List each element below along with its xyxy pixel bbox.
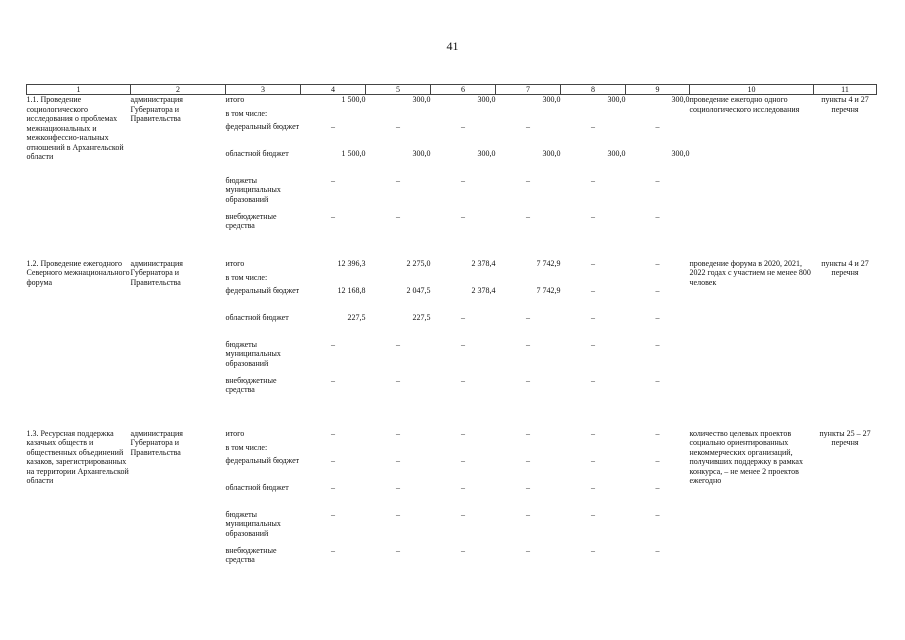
amount-cell: 7 742,9 — [536, 258, 561, 268]
amount-cell: 7 742,9 — [536, 285, 561, 295]
amount-cell: – — [655, 545, 660, 555]
amount-cell — [626, 273, 690, 286]
amount-cell: – — [526, 121, 530, 131]
funding-source: итого — [225, 95, 245, 104]
amount-cell — [431, 273, 496, 286]
column-header: 3 — [226, 85, 301, 95]
funding-source: областной бюджет — [225, 312, 289, 322]
funding-source: федеральный бюджет — [225, 285, 300, 295]
activity-name: 1.1. Проведение социологического исследования о проблемах межнациональных и межконфессио-нальных отношений в Архангельской области — [26, 95, 124, 161]
amount-cell — [561, 109, 626, 122]
amount-cell: – — [461, 375, 465, 385]
amount-cell: – — [655, 428, 660, 438]
expected-result: проведение форума в 2020, 2021, 2022 годах с участием не менее 800 человек — [689, 258, 811, 287]
column-header: 1 — [27, 85, 131, 95]
amount-cell: 227,5 — [412, 312, 431, 322]
funding-source: областной бюджет — [225, 148, 289, 158]
amount-cell: – — [461, 312, 465, 322]
executor: администрация Губернатора и Правительства — [130, 258, 183, 287]
amount-cell: – — [526, 175, 530, 185]
row-spacer — [27, 239, 877, 259]
expected-result: проведение ежегодно одного социологического исследования — [689, 95, 800, 114]
amount-cell: – — [396, 339, 400, 349]
amount-cell: – — [396, 175, 400, 185]
amount-cell: – — [331, 545, 335, 555]
amount-cell: – — [655, 312, 660, 322]
funding-source: в том числе: — [225, 108, 268, 118]
amount-cell: 2 378,4 — [471, 285, 496, 295]
amount-cell: – — [655, 285, 660, 295]
amount-cell: – — [591, 175, 595, 185]
amount-cell: – — [331, 175, 335, 185]
column-header: 9 — [626, 85, 690, 95]
executor: администрация Губернатора и Правительства — [130, 428, 183, 457]
reference: пункты 4 и 27 перечня — [821, 95, 869, 114]
funding-source: в том числе: — [225, 272, 268, 282]
funding-source: федеральный бюджет — [225, 121, 300, 131]
amount-cell: – — [526, 375, 530, 385]
amount-cell — [561, 273, 626, 286]
amount-cell: 300,0 — [542, 95, 561, 104]
amount-cell — [301, 273, 366, 286]
amount-cell — [496, 443, 561, 456]
column-header: 7 — [496, 85, 561, 95]
amount-cell: – — [331, 375, 335, 385]
amount-cell — [626, 443, 690, 456]
amount-cell: 300,0 — [607, 148, 626, 158]
amount-cell: 300,0 — [671, 148, 690, 158]
column-header: 6 — [431, 85, 496, 95]
funding-source: федеральный бюджет — [225, 455, 300, 465]
amount-cell: – — [331, 509, 335, 519]
table-row — [27, 95, 877, 109]
amount-cell: 227,5 — [347, 312, 366, 322]
column-header: 4 — [301, 85, 366, 95]
column-number-row — [27, 85, 877, 95]
amount-cell: – — [591, 482, 595, 492]
funding-source: бюджеты муниципальных образований — [225, 509, 281, 538]
amount-cell: – — [591, 285, 595, 295]
amount-cell: – — [331, 339, 335, 349]
amount-cell: – — [655, 175, 660, 185]
amount-cell: – — [461, 509, 465, 519]
amount-cell: 300,0 — [671, 95, 690, 104]
amount-cell: – — [461, 175, 465, 185]
funding-source: итого — [225, 258, 245, 268]
amount-cell: – — [396, 455, 400, 465]
amount-cell: – — [396, 545, 400, 555]
amount-cell: 2 047,5 — [406, 285, 431, 295]
column-header: 10 — [690, 85, 814, 95]
amount-cell: 300,0 — [542, 148, 561, 158]
amount-cell: – — [526, 545, 530, 555]
amount-cell: 1 500,0 — [341, 95, 366, 104]
funding-source: в том числе: — [225, 442, 268, 452]
amount-cell: – — [396, 509, 400, 519]
funding-source: бюджеты муниципальных образований — [225, 339, 281, 368]
amount-cell: – — [591, 312, 595, 322]
amount-cell: – — [591, 509, 595, 519]
funding-source: внебюджетные средства — [225, 211, 277, 230]
amount-cell — [301, 109, 366, 122]
amount-cell: 2 275,0 — [406, 258, 431, 268]
amount-cell: – — [526, 509, 530, 519]
amount-cell — [561, 443, 626, 456]
amount-cell: – — [396, 121, 400, 131]
amount-cell: – — [331, 455, 335, 465]
amount-cell: – — [461, 455, 465, 465]
amount-cell: – — [591, 121, 595, 131]
amount-cell: – — [591, 339, 595, 349]
amount-cell: – — [655, 375, 660, 385]
budget-table — [26, 84, 877, 573]
amount-cell: – — [461, 121, 465, 131]
amount-cell: – — [591, 545, 595, 555]
amount-cell: 12 396,3 — [337, 258, 366, 268]
amount-cell — [366, 109, 431, 122]
amount-cell: – — [591, 375, 595, 385]
amount-cell — [366, 273, 431, 286]
amount-cell: – — [591, 428, 595, 438]
amount-cell: – — [331, 428, 335, 438]
amount-cell: – — [526, 312, 530, 322]
amount-cell: – — [526, 211, 530, 221]
table-row — [27, 259, 877, 273]
amount-cell — [431, 109, 496, 122]
amount-cell: – — [526, 428, 530, 438]
column-header: 8 — [561, 85, 626, 95]
amount-cell — [496, 273, 561, 286]
activity-name: 1.3. Ресурсная поддержка казачьих обществ и общественных объединений казаков, зарегистрированных на территории Архангельской области — [26, 428, 129, 485]
amount-cell: 300,0 — [412, 95, 431, 104]
column-header: 2 — [131, 85, 226, 95]
amount-cell: – — [655, 121, 660, 131]
activity-name: 1.2. Проведение ежегодного Северного межнационального форума — [26, 258, 130, 287]
amount-cell: – — [461, 545, 465, 555]
amount-cell: – — [331, 121, 335, 131]
amount-cell: – — [396, 428, 400, 438]
amount-cell — [496, 109, 561, 122]
amount-cell: – — [655, 258, 660, 268]
amount-cell: – — [396, 482, 400, 492]
reference: пункты 4 и 27 перечня — [821, 258, 869, 277]
amount-cell: – — [526, 482, 530, 492]
amount-cell — [431, 443, 496, 456]
amount-cell: – — [331, 482, 335, 492]
amount-cell: 12 168,8 — [337, 285, 366, 295]
amount-cell: – — [526, 339, 530, 349]
amount-cell: – — [591, 455, 595, 465]
amount-cell: – — [396, 211, 400, 221]
amount-cell: 300,0 — [607, 95, 626, 104]
amount-cell: 300,0 — [477, 95, 496, 104]
funding-source: бюджеты муниципальных образований — [225, 175, 281, 204]
table-row — [27, 429, 877, 443]
funding-source: внебюджетные средства — [225, 375, 277, 394]
column-header: 11 — [814, 85, 877, 95]
column-header: 5 — [366, 85, 431, 95]
amount-cell — [366, 443, 431, 456]
amount-cell: – — [655, 482, 660, 492]
amount-cell: 300,0 — [412, 148, 431, 158]
amount-cell — [626, 109, 690, 122]
amount-cell: – — [461, 211, 465, 221]
funding-source: областной бюджет — [225, 482, 289, 492]
row-spacer — [27, 403, 877, 429]
page-number: 41 — [446, 39, 459, 53]
amount-cell: – — [396, 375, 400, 385]
amount-cell: 300,0 — [477, 148, 496, 158]
reference: пункты 25 – 27 перечня — [819, 428, 871, 447]
amount-cell: 1 500,0 — [341, 148, 366, 158]
amount-cell: – — [591, 258, 595, 268]
amount-cell: – — [461, 482, 465, 492]
amount-cell: – — [655, 339, 660, 349]
amount-cell — [301, 443, 366, 456]
amount-cell: – — [331, 211, 335, 221]
expected-result: количество целевых проектов социально ориентированных некоммерческих организаций, получивших поддержку в рамках конкурса, – не менее 2 проектов ежегодно — [689, 428, 803, 485]
amount-cell: – — [461, 339, 465, 349]
funding-source: итого — [225, 428, 245, 438]
amount-cell: – — [591, 211, 595, 221]
executor: администрация Губернатора и Правительства — [130, 95, 183, 123]
amount-cell: – — [461, 428, 465, 438]
amount-cell: 2 378,4 — [471, 258, 496, 268]
amount-cell: – — [655, 211, 660, 221]
amount-cell: – — [655, 455, 660, 465]
amount-cell: – — [526, 455, 530, 465]
funding-source: внебюджетные средства — [225, 545, 277, 564]
amount-cell: – — [655, 509, 660, 519]
